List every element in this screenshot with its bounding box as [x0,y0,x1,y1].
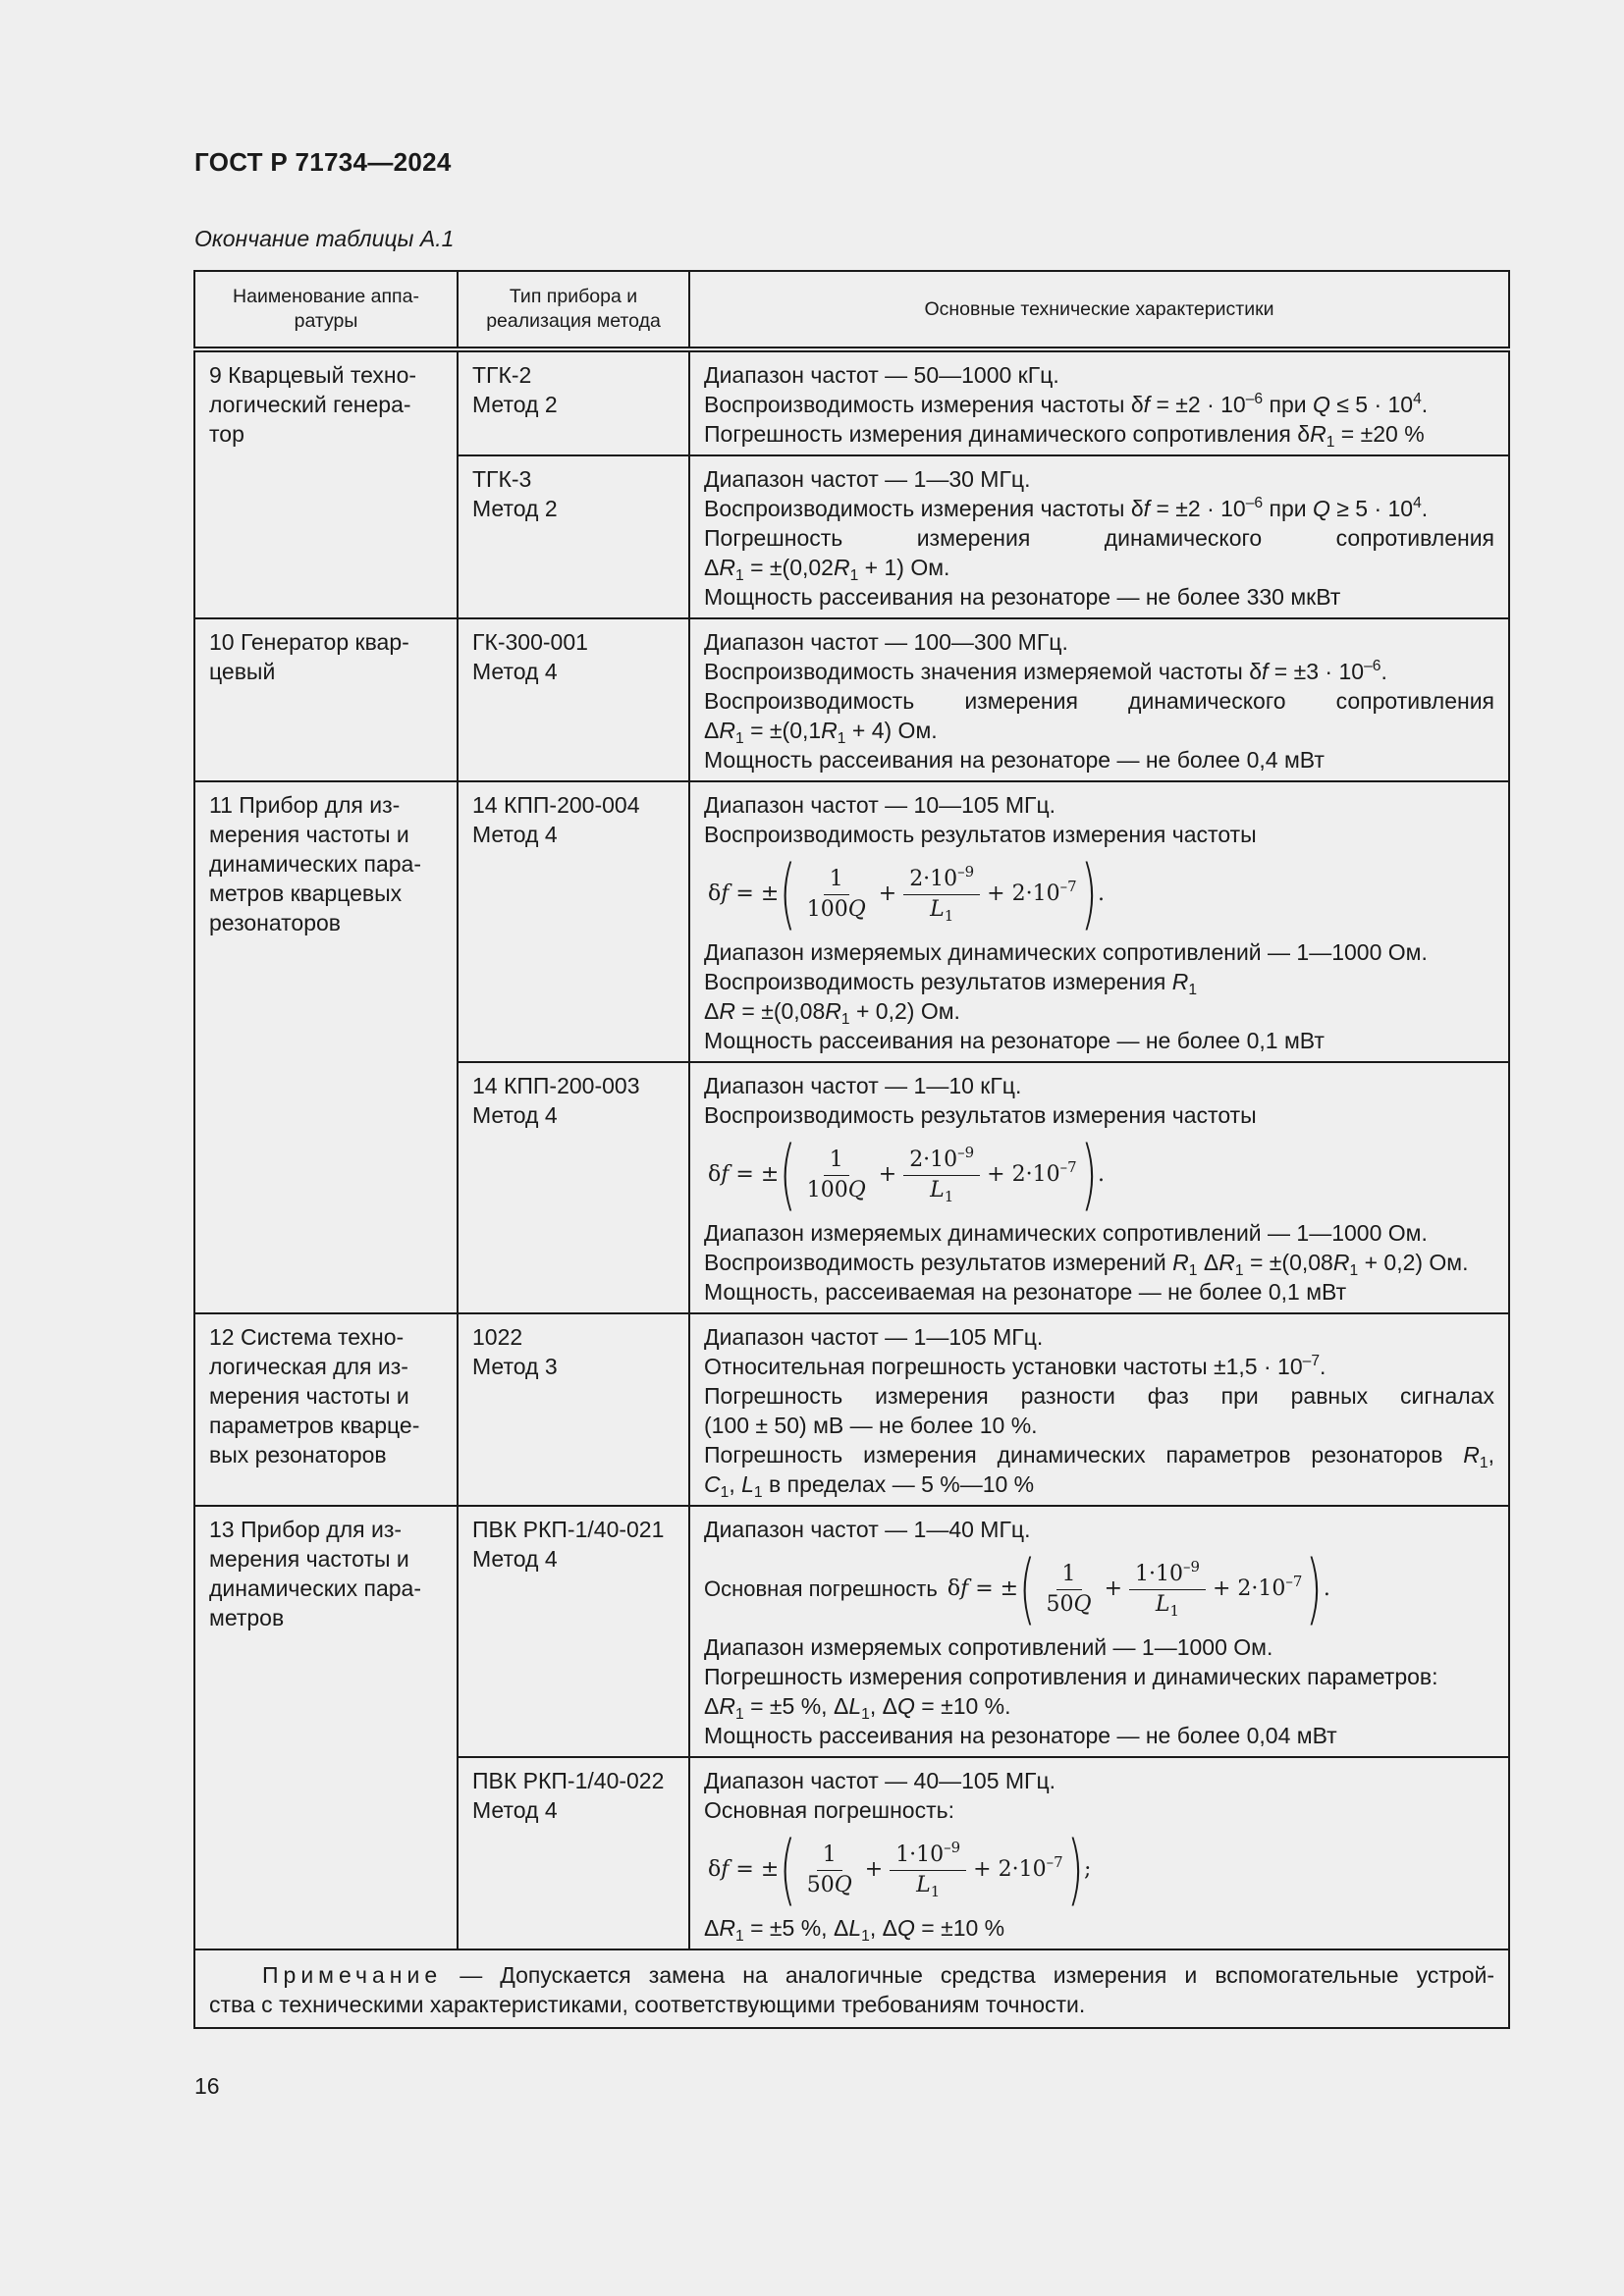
characteristics-cell [689,1757,1509,1949]
frequency-formula: δf = ± ( $\frac{1}{100Q}$ + $\frac{2\cdot 10^{-9}}{L_1}$ + $2\cdot 10^{-7}$ ) . [708,850,1106,938]
device-model: ПВК РКП-1/40-022 [472,1768,665,1793]
spec-line: Воспроизводимость результатов измерения $R_1$ [704,969,1198,998]
note-label: Примечание [262,1962,443,1988]
device-type-cell [458,349,689,455]
device-method: Метод 4 [472,822,558,847]
spec-line: Воспроизводимость измерения частоты $\delta f = \pm 2 \cdot 10^{-6}$ при $Q \ge 5 \cdot 10^4$. [704,495,1429,521]
table-caption: Окончание таблицы А.1 [194,226,455,251]
spec-line: $\Delta R_1 = \pm(0,02R_1 + 1)$ Ом. [704,555,950,584]
table-note [194,1949,1509,2028]
characteristics-cell [689,1506,1509,1757]
device-model: 14 КПП-200-003 [472,1073,640,1098]
spec-line: Погрешность измерения динамического сопротивления [704,525,1494,551]
header-device-type: Тип прибора и реализация метода [458,271,689,349]
spec-line: Погрешность измерения динамического сопротивления $\delta R_1 = \pm 20$ % [704,421,1425,451]
device-type-cell [458,1506,689,1757]
device-type-cell [458,1313,689,1506]
spec-line: $C_1$, $L_1$ в пределах — 5 %—10 % [704,1471,1035,1501]
device-type-cell [458,618,689,781]
spec-line: $\Delta R_1 = \pm 5$ %, $\Delta L_1$, ΔQ = ±10 %. [704,1693,1011,1723]
characteristics-cell [689,1313,1509,1506]
device-model: ГК-300-001 [472,629,588,655]
spec-line: Погрешность измерения динамических параметров резонаторов $R_1$, [704,1442,1494,1471]
table-row [194,781,1509,1062]
spec-line: Диапазон частот — 1—10 кГц. [704,1073,1022,1098]
spec-line: Мощность, рассеиваемая на резонаторе — не более 0,1 мВт [704,1279,1347,1305]
spec-line: Воспроизводимость результатов измерений $R_1$ $\Delta R_1 = \pm(0,08R_1 + 0,2)$ Ом. [704,1250,1469,1279]
table-row [194,1313,1509,1506]
spec-line: Мощность рассеивания на резонаторе — не более 0,1 мВт [704,1028,1325,1053]
spec-line: Диапазон частот — 40—105 МГц. [704,1768,1056,1793]
spec-line: Основная погрешность [704,1576,938,1601]
characteristics-cell [689,455,1509,618]
spec-line: Диапазон частот — 50—1000 кГц. [704,362,1059,388]
spec-line: Воспроизводимость результатов измерения частоты [704,822,1257,847]
table-row [194,1506,1509,1757]
spec-line: Воспроизводимость значения измеряемой частоты $\delta f = \pm 3 \cdot 10^{-6}$. [704,658,1387,684]
characteristics-cell [689,349,1509,455]
spec-line: Мощность рассеивания на резонаторе — не более 330 мкВт [704,584,1341,610]
device-method: Метод 4 [472,1797,558,1823]
spec-line: Относительная погрешность установки частоты $\pm 1,5 \cdot 10^{-7}$. [704,1353,1326,1379]
device-method: Метод 3 [472,1354,558,1379]
characteristics-cell [689,781,1509,1062]
spec-line: Погрешность измерения разности фаз при равных сигналах [704,1383,1494,1409]
document-standard-header: ГОСТ Р 71734—2024 [194,147,452,177]
device-model: ТГК-3 [472,466,532,492]
frequency-formula: Основная погрешность δf = ± ( $\frac{1}{50Q}$ + $\frac{1\cdot 10^{-9}}{L_1}$ + $2\cdot 10^{-7}$ ) . [704,1545,1330,1633]
table-note-row [194,1949,1509,2028]
characteristics-cell [689,618,1509,781]
characteristics-cell [689,1062,1509,1313]
device-model: ПВК РКП-1/40-021 [472,1517,665,1542]
equipment-name-cell: 9 Кварцевый техно- логический генера- тор [194,349,458,618]
spec-line: Воспроизводимость измерения частоты $\delta f = \pm 2 \cdot 10^{-6}$ при $Q \le 5 \cdot 10^4$. [704,391,1429,417]
spec-line: Диапазон частот — 10—105 МГц. [704,792,1056,818]
equipment-name-cell: 12 Система техно- логическая для из- мерения частоты и параметров кварце- вых резонаторов [194,1313,458,1506]
spec-line: $\Delta R_1 = \pm(0,1R_1 + 4)$ Ом. [704,718,938,747]
device-method: Метод 4 [472,1102,558,1128]
equipment-name-cell: 10 Генератор квар- цевый [194,618,458,781]
device-type-cell [458,1757,689,1949]
equipment-name-cell: 11 Прибор для из- мерения частоты и динамических пара- метров кварцевых резонаторов [194,781,458,1313]
spec-line: Воспроизводимость измерения динамического сопротивления [704,688,1494,714]
table-row [194,618,1509,781]
spec-line: Мощность рассеивания на резонаторе — не более 0,04 мВт [704,1723,1337,1748]
note-line: Примечание — Допускается замена на аналогичные средства измерения и вспомогательные устрой- [262,1962,1494,1988]
device-method: Метод 2 [472,392,558,417]
note-line: ства с техническими характеристиками, соответствующими требованиям точности. [209,1992,1086,2017]
device-type-cell [458,1062,689,1313]
spec-line: Диапазон измеряемых динамических сопротивлений — 1—1000 Ом. [704,939,1428,965]
spec-line: Диапазон измеряемых сопротивлений — 1—1000 Ом. [704,1634,1273,1660]
spec-line: Погрешность измерения сопротивления и динамических параметров: [704,1664,1438,1689]
device-type-cell [458,781,689,1062]
device-model: 1022 [472,1324,523,1350]
spec-line: Воспроизводимость результатов измерения частоты [704,1102,1257,1128]
frequency-formula: δf = ± ( $\frac{1}{100Q}$ + $\frac{2\cdot 10^{-9}}{L_1}$ + $2\cdot 10^{-7}$ ) . [708,1131,1106,1219]
spec-line: $\Delta R = \pm(0,08R_1 + 0,2)$ Ом. [704,998,960,1028]
spec-line: (100 ± 50) мВ — не более 10 %. [704,1413,1038,1438]
table-header-row [194,271,1509,349]
frequency-formula: δf = ± ( $\frac{1}{50Q}$ + $\frac{1\cdot 10^{-9}}{L_1}$ + $2\cdot 10^{-7}$ ) ; [708,1826,1092,1914]
equipment-table [193,270,1510,2029]
device-method: Метод 2 [472,496,558,521]
spec-line: $\Delta R_1 = \pm 5$ %, $\Delta L_1$, ΔQ = ±10 % [704,1915,1005,1945]
spec-line: Диапазон измеряемых динамических сопротивлений — 1—1000 Ом. [704,1220,1428,1246]
spec-line: Диапазон частот — 1—30 МГц. [704,466,1031,492]
device-method: Метод 4 [472,659,558,684]
page-number: 16 [194,2073,220,2099]
spec-line: Диапазон частот — 100—300 МГц. [704,629,1068,655]
spec-line: Диапазон частот — 1—40 МГц. [704,1517,1031,1542]
spec-line: Мощность рассеивания на резонаторе — не более 0,4 мВт [704,747,1325,773]
table-row [194,349,1509,455]
device-type-cell [458,455,689,618]
device-method: Метод 4 [472,1546,558,1572]
spec-line: Диапазон частот — 1—105 МГц. [704,1324,1044,1350]
header-characteristics: Основные технические характеристики [689,271,1509,349]
equipment-name-cell: 13 Прибор для из- мерения частоты и динамических пара- метров [194,1506,458,1949]
header-equipment-name: Наименование аппа- ратуры [194,271,458,349]
device-model: ТГК-2 [472,362,532,388]
device-model: 14 КПП-200-004 [472,792,640,818]
spec-line: Основная погрешность: [704,1797,955,1823]
